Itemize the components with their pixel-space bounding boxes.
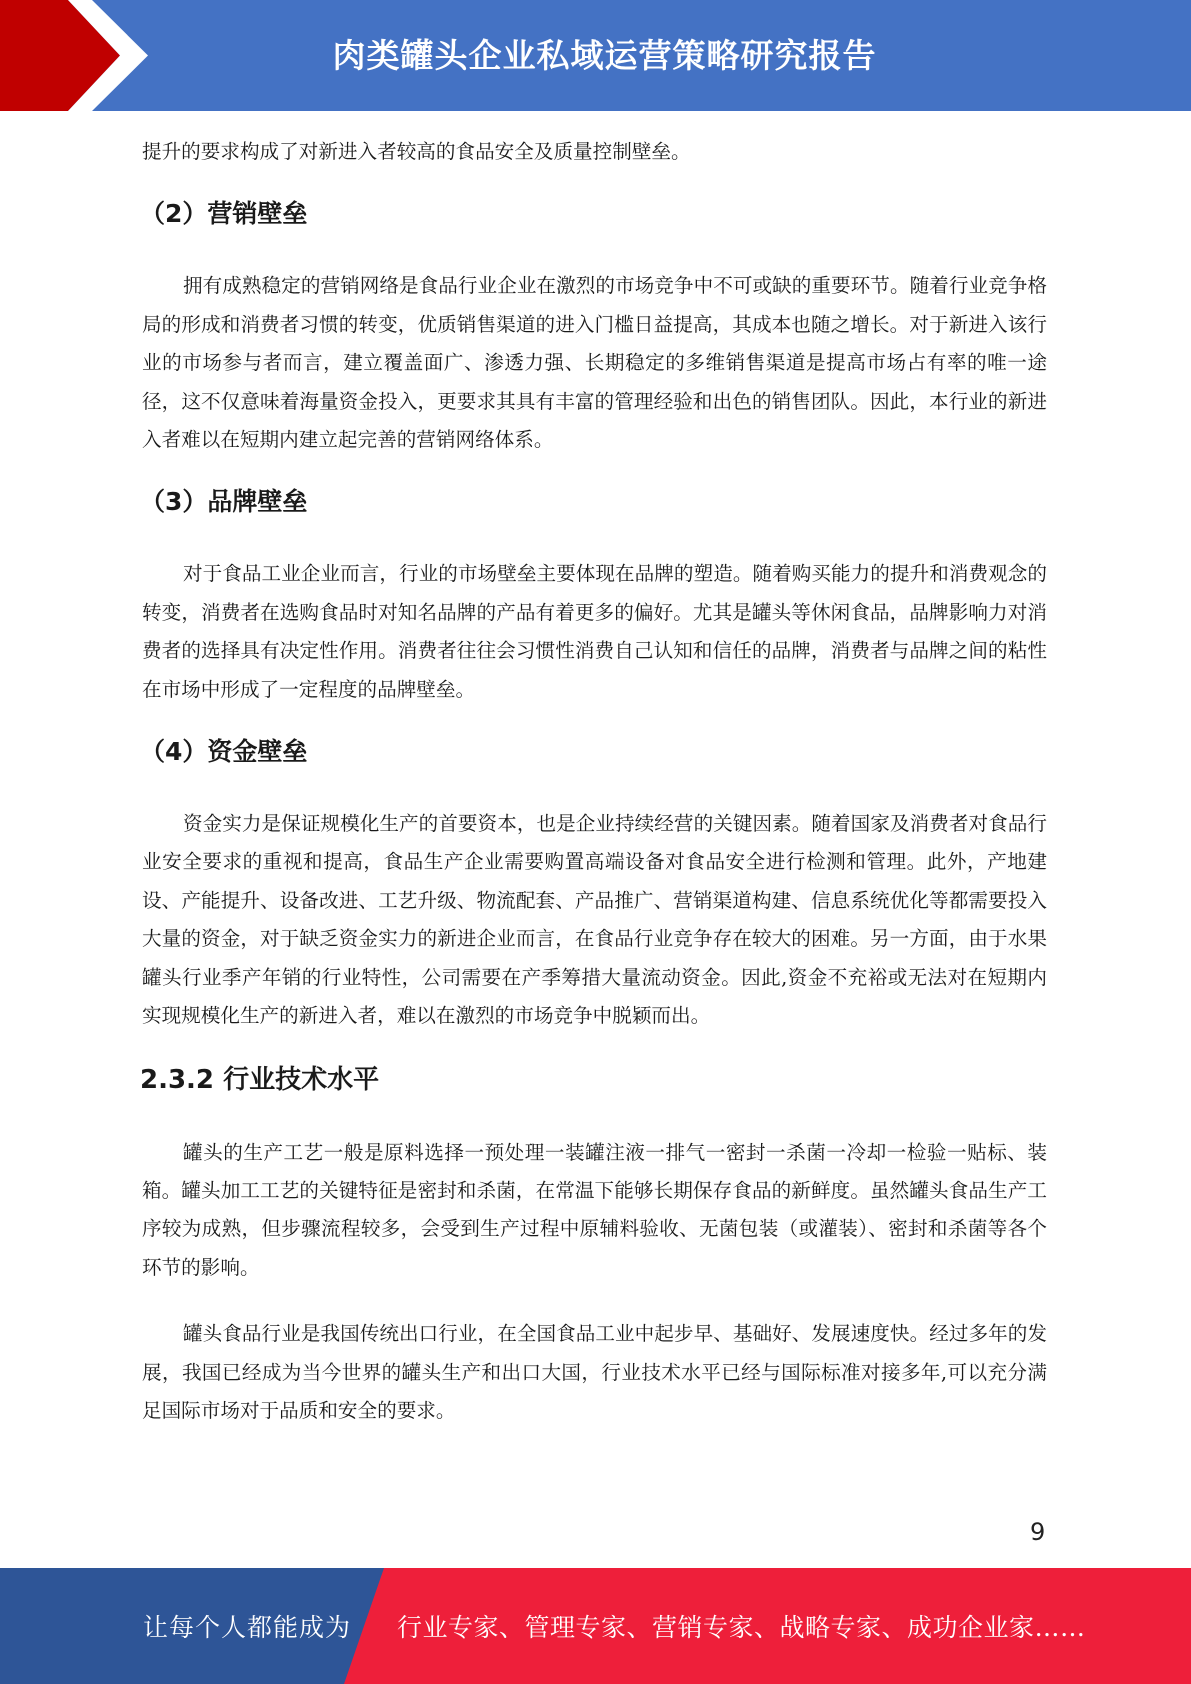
heading-industry-tech-level: 2.3.2 行业技术水平 <box>140 1064 380 1095</box>
page-footer <box>0 1568 1191 1684</box>
heading-capital-barrier: （4）资金壁垒 <box>140 737 308 767</box>
report-title: 肉类罐头企业私域运营策略研究报告 <box>332 36 877 75</box>
footer-slogan-right: 行业专家、管理专家、营销专家、战略专家、成功企业家…… <box>397 1613 1086 1642</box>
page-header <box>0 0 1191 111</box>
paragraph-tech-export: 罐头食品行业是我国传统出口行业，在全国食品工业中起步早、基础好、发展速度快。经过多年的发展，我国已经成为当今世界的罐头生产和出口大国，行业技术水平已经与国际标准对接多年,可以充分满足国际市场对于品质和安全的要求。 <box>142 1322 1047 1422</box>
paragraph-marketing-barrier: 拥有成熟稳定的营销网络是食品行业企业在激烈的市场竞争中不可或缺的重要环节。随着行业竞争格局的形成和消费者习惯的转变，优质销售渠道的进入门槛日益提高，其成本也随之增长。对于新进入该行业的市场参与者而言，建立覆盖面广、渗透力强、长期稳定的多维销售渠道是提高市场占有率的唯一途径，这不仅意味着海量资金投入，更要求其具有丰富的管理经验和出色的销售团队。因此，本行业的新进入者难以在短期内建立起完善的营销网络体系。 <box>142 274 1047 452</box>
paragraph-continued: 提升的要求构成了对新进入者较高的食品安全及质量控制壁垒。 <box>142 140 691 163</box>
page-content <box>142 133 1047 1430</box>
heading-brand-barrier: （3）品牌壁垒 <box>140 487 308 517</box>
paragraph-capital-barrier: 资金实力是保证规模化生产的首要资本，也是企业持续经营的关键因素。随着国家及消费者对食品行业安全要求的重视和提高，食品生产企业需要购置高端设备对食品安全进行检测和管理。此外，产地建设、产能提升、设备改进、工艺升级、物流配套、产品推广、营销渠道构建、信息系统优化等都需要投入大量的资金，对于缺乏资金实力的新进企业而言，在食品行业竞争存在较大的困难。另一方面，由于水果罐头行业季产年销的行业特性，公司需要在产季筹措大量流动资金。因此,资金不充裕或无法对在短期内实现规模化生产的新进入者，难以在激烈的市场竞争中脱颖而出。 <box>142 812 1047 1028</box>
heading-marketing-barrier: （2）营销壁垒 <box>140 199 308 229</box>
footer-slogan-left: 让每个人都能成为 <box>143 1613 352 1642</box>
paragraph-tech-process: 罐头的生产工艺一般是原料选择一预处理一装罐注液一排气一密封一杀菌一冷却一检验一贴标、装箱。罐头加工工艺的关键特征是密封和杀菌，在常温下能够长期保存食品的新鲜度。虽然罐头食品生产工序较为成熟，但步骤流程较多，会受到生产过程中原辅料验收、无菌包装（或灌装）、密封和杀菌等各个环节的影响。 <box>142 1140 1047 1279</box>
page-number: 9 <box>1030 1518 1046 1546</box>
paragraph-brand-barrier: 对于食品工业企业而言，行业的市场壁垒主要体现在品牌的塑造。随着购买能力的提升和消费观念的转变，消费者在选购食品时对知名品牌的产品有着更多的偏好。尤其是罐头等休闲食品，品牌影响力对消费者的选择具有决定性作用。消费者往往会习惯性消费自己认知和信任的品牌，消费者与品牌之间的粘性在市场中形成了一定程度的品牌壁垒。 <box>142 562 1047 701</box>
